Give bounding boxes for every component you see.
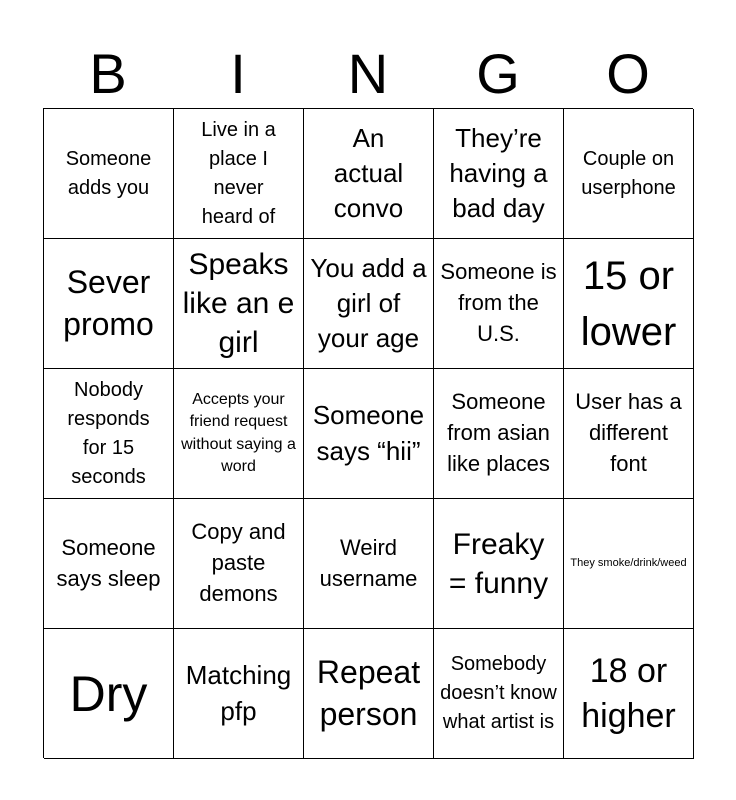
bingo-cell-text: Nobody responds for 15 seconds bbox=[67, 378, 150, 488]
bingo-cell[interactable] bbox=[44, 109, 174, 239]
bingo-cell-text: Matching pfp bbox=[185, 660, 292, 726]
header-letter-i: I bbox=[230, 42, 246, 105]
bingo-cell-text: An actual convo bbox=[333, 122, 404, 224]
bingo-cell-text: Someone adds you bbox=[65, 147, 152, 199]
bingo-cell[interactable] bbox=[44, 499, 174, 629]
bingo-cell[interactable] bbox=[44, 239, 174, 369]
bingo-cell[interactable] bbox=[174, 499, 304, 629]
bingo-cell-text: Weird username bbox=[319, 534, 418, 591]
bingo-cell-text: User has a different font bbox=[575, 389, 682, 476]
bingo-cell-text: 15 or lower bbox=[580, 253, 677, 354]
bingo-cell-text: You add a girl of your age bbox=[310, 252, 427, 354]
bingo-cell-text: Someone says “hii” bbox=[312, 400, 425, 466]
bingo-cell[interactable] bbox=[434, 499, 564, 629]
bingo-cell[interactable] bbox=[564, 239, 694, 369]
bingo-cell-text: Repeat person bbox=[316, 653, 421, 732]
bingo-cell[interactable] bbox=[304, 499, 434, 629]
bingo-cell[interactable] bbox=[564, 499, 694, 629]
bingo-cell-text: Somebody doesn’t know what artist is bbox=[440, 653, 557, 733]
bingo-cell[interactable] bbox=[304, 239, 434, 369]
bingo-cell[interactable] bbox=[304, 629, 434, 759]
bingo-header bbox=[43, 40, 693, 108]
bingo-cell-text: Someone is from the U.S. bbox=[440, 259, 557, 346]
bingo-cell[interactable] bbox=[174, 239, 304, 369]
bingo-cell[interactable] bbox=[564, 629, 694, 759]
bingo-cell-text: Couple on userphone bbox=[581, 147, 676, 199]
header-letter-n: N bbox=[347, 42, 389, 105]
bingo-cell[interactable] bbox=[434, 239, 564, 369]
bingo-cell-text: 18 or higher bbox=[581, 652, 676, 735]
bingo-cell-text: Dry bbox=[69, 665, 148, 722]
bingo-cell-text: Freaky = funny bbox=[448, 527, 549, 600]
bingo-cell-text: Someone says sleep bbox=[56, 534, 161, 591]
bingo-cell-text: Copy and paste demons bbox=[191, 519, 286, 606]
bingo-cell[interactable] bbox=[434, 629, 564, 759]
bingo-grid bbox=[43, 108, 693, 758]
bingo-cell[interactable] bbox=[434, 369, 564, 499]
header-letter-b: B bbox=[89, 42, 127, 105]
bingo-cell[interactable] bbox=[174, 109, 304, 239]
bingo-cell-text: Accepts your friend request without saying a word bbox=[181, 390, 296, 475]
header-letter-g: G bbox=[476, 42, 520, 105]
bingo-cell-text: Speaks like an e girl bbox=[182, 248, 295, 359]
bingo-cell-text: They’re having a bad day bbox=[449, 122, 548, 224]
bingo-cell[interactable] bbox=[304, 109, 434, 239]
header-letter-o: O bbox=[606, 42, 650, 105]
bingo-cell[interactable] bbox=[44, 629, 174, 759]
bingo-cell[interactable] bbox=[434, 109, 564, 239]
bingo-cell-text: Live in a place I never heard of bbox=[201, 118, 276, 228]
bingo-cell[interactable] bbox=[564, 109, 694, 239]
bingo-cell-text: They smoke/drink/weed bbox=[570, 556, 687, 569]
bingo-cell[interactable] bbox=[44, 369, 174, 499]
bingo-cell-text: Someone from asian like places bbox=[447, 389, 550, 476]
bingo-cell-text: Sever promo bbox=[63, 263, 154, 342]
bingo-cell[interactable] bbox=[174, 629, 304, 759]
bingo-cell[interactable] bbox=[304, 369, 434, 499]
bingo-cell[interactable] bbox=[174, 369, 304, 499]
bingo-cell[interactable] bbox=[564, 369, 694, 499]
